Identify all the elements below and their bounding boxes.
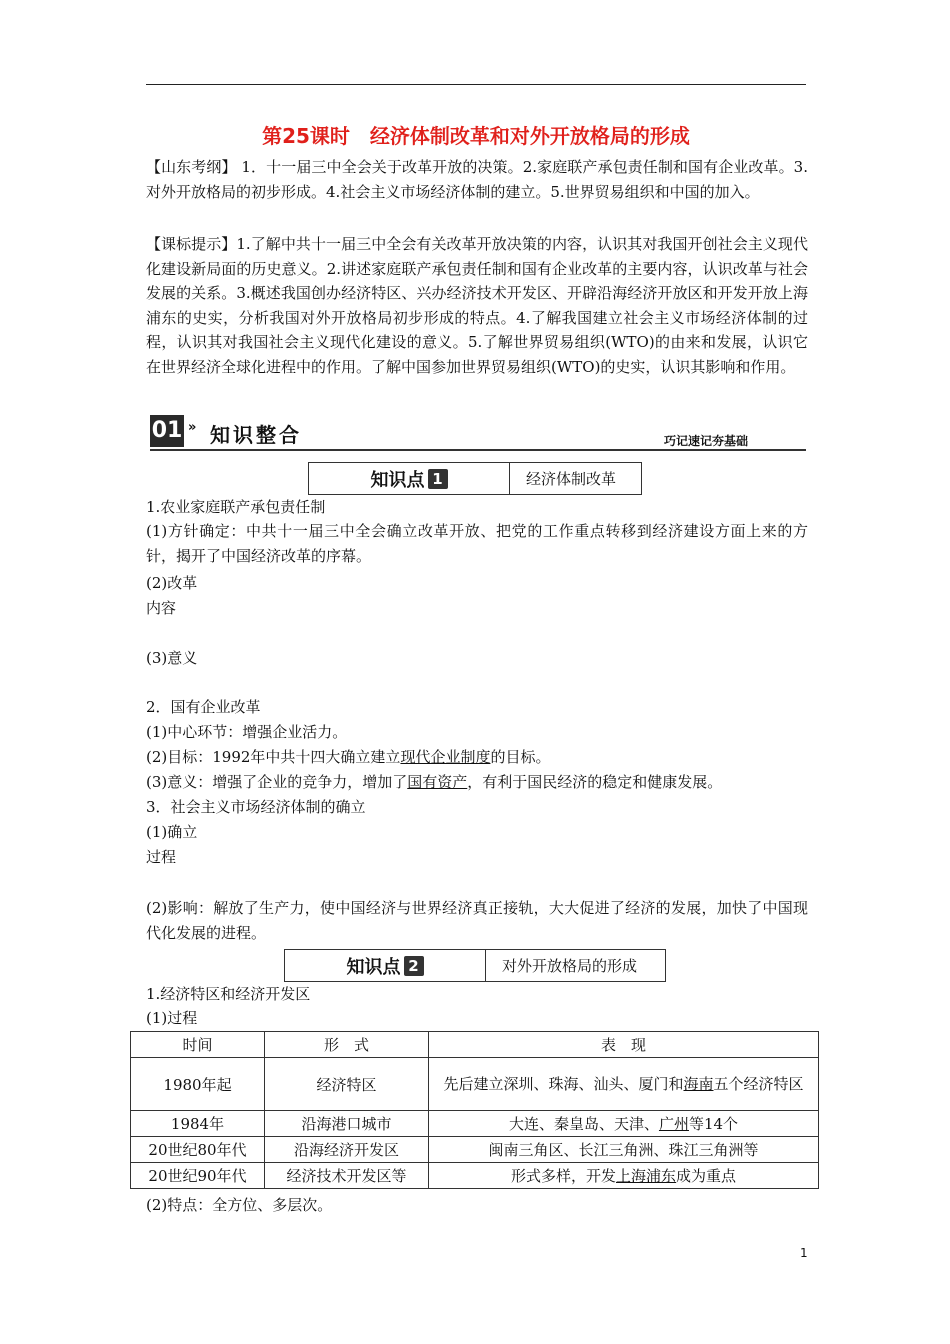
- page-number: 1: [800, 1246, 808, 1260]
- section-number: 01: [150, 415, 184, 447]
- soe-goal-underlined: 现代企业制度: [400, 748, 491, 766]
- kp1-topic: 经济体制改革: [526, 470, 617, 488]
- section-rule: [150, 449, 806, 451]
- page-title: 第25课时 经济体制改革和对外开放格局的形成: [262, 124, 690, 148]
- kp2-number-badge: 2: [404, 956, 424, 976]
- desc-text: 闽南三角区、长江三角洲、珠江三角洲等: [488, 1141, 759, 1159]
- table-header-row: [131, 1032, 819, 1058]
- kp1-policy-paragraph: (1)方针确定：中共十一届三中全会确立改革开放、把党的工作重点转移到经济建设方面上来的方针，揭开了中国经济改革的序幕。: [146, 522, 808, 565]
- desc-text: 大连、秦皇岛、天津、: [508, 1115, 659, 1133]
- kp2-label-cell: [285, 950, 486, 981]
- table-header: 时间: [131, 1032, 265, 1058]
- shandong-text: 1．十一届三中全会关于改革开放的决策。2.家庭联产承包责任制和国有企业改革。3.对外开放格局的初步形成。4.社会主义市场经济体制的建立。5.世界贸易组织和中国的加入。: [146, 158, 808, 201]
- soe-sig-underlined: 国有资产: [407, 773, 468, 791]
- kp1-market-process-label: 过程: [146, 848, 177, 866]
- soe-sig-text: (3)意义：增强了企业的竞争力，增加了: [146, 773, 408, 791]
- header-rule: [146, 84, 806, 85]
- desc-tail: 等14个: [688, 1115, 739, 1133]
- kp1-label-cell: [309, 463, 510, 494]
- soe-goal-tail: 的目标。: [490, 748, 551, 766]
- table-cell-form: 沿海经济开发区: [265, 1137, 429, 1163]
- kp2-topic: 对外开放格局的形成: [502, 957, 638, 975]
- kp1-number-badge: 1: [428, 469, 448, 489]
- table-header: 形 式: [265, 1032, 429, 1058]
- kp1-soe-center: (1)中心环节：增强企业活力。: [146, 723, 348, 741]
- table-cell-desc: [429, 1137, 819, 1163]
- section-subtitle: 巧记速记夯基础: [664, 434, 749, 448]
- table-cell-time: 20世纪90年代: [131, 1163, 265, 1189]
- table-cell-desc: [429, 1111, 819, 1137]
- soe-goal-text: (2)目标：1992年中共十四大确立建立: [146, 748, 401, 766]
- kp1-soe-significance: [146, 771, 722, 792]
- kebiao-hint: [146, 232, 808, 379]
- soe-sig-tail: ，有利于国民经济的稳定和健康发展。: [467, 773, 723, 791]
- table-row: [131, 1111, 819, 1137]
- table-cell-form: 经济技术开发区等: [265, 1163, 429, 1189]
- table-row: [131, 1137, 819, 1163]
- kp1-market-impact: (2)影响：解放了生产力，使中国经济与世界经济真正接轨，大大促进了经济的发展，加快了中国现代化发展的进程。: [146, 899, 808, 942]
- table-row: [131, 1058, 819, 1111]
- kebiao-text: 1.了解中共十一届三中全会有关改革开放决策的内容，认识其对我国开创社会主义现代化建设新局面的历史意义。2.讲述家庭联产承包责任制和国有企业改革的主要内容，认识改革与社会发展的关系。3.概述我国创办经济特区、兴办经济技术开发区、开辟沿海经济开放区和开发开放上海浦东的史实，分析我国对外开放格局初步形成的特点。4.了解我国建立社会主义市场经济体制的过程，认识其对我国社会主义现代化建设的意义。5.了解世界贸易组织(WTO)的由来和发展，认识它在世界经济全球化进程中的作用。了解中国参加世界贸易组织(WTO)的史实，认识其影响和作用。: [146, 235, 808, 376]
- kp1-reform-label: (2)改革: [146, 574, 198, 592]
- table-cell-form: 经济特区: [265, 1058, 429, 1111]
- section-arrow-icon: »: [188, 420, 197, 435]
- kp1-heading-1: 1.农业家庭联产承包责任制: [146, 498, 326, 516]
- kp1-significance-label: (3)意义: [146, 649, 198, 667]
- opening-up-table: [130, 1031, 819, 1189]
- kp1-reform-content-label: 内容: [146, 599, 177, 617]
- kp1-soe-goal: [146, 746, 550, 767]
- table-row: [131, 1163, 819, 1189]
- desc-underlined: 海南: [683, 1075, 714, 1093]
- kp2-features: (2)特点：全方位、多层次。: [146, 1196, 333, 1214]
- knowledge-point-2-box: [284, 949, 666, 982]
- kp1-market-establish-label: (1)确立: [146, 823, 198, 841]
- desc-tail: 成为重点: [676, 1167, 737, 1185]
- desc-underlined: 上海浦东: [615, 1167, 676, 1185]
- shandong-outline: [146, 155, 808, 204]
- section-title: 知识整合: [210, 423, 302, 447]
- table-cell-form: 沿海港口城市: [265, 1111, 429, 1137]
- table-header: 表 现: [429, 1032, 819, 1058]
- kebiao-label: 【课标提示】: [146, 235, 237, 253]
- desc-tail: 五个经济特区: [713, 1075, 804, 1093]
- table-cell-time: 20世纪80年代: [131, 1137, 265, 1163]
- shandong-label: 【山东考纲】: [146, 158, 237, 176]
- kp1-heading-2: 2．国有企业改革: [146, 698, 261, 716]
- knowledge-point-1-box: [308, 462, 642, 495]
- table-cell-desc: [429, 1058, 819, 1111]
- kp2-label: 知识点: [346, 956, 401, 978]
- desc-text: 形式多样，开发: [510, 1167, 616, 1185]
- kp2-process-label: (1)过程: [146, 1009, 198, 1027]
- table-cell-desc: [429, 1163, 819, 1189]
- desc-underlined: 广州: [658, 1115, 689, 1133]
- table-cell-time: 1980年起: [131, 1058, 265, 1111]
- table-cell-time: 1984年: [131, 1111, 265, 1137]
- kp1-heading-3: 3．社会主义市场经济体制的确立: [146, 798, 366, 816]
- kp1-label: 知识点: [370, 469, 425, 491]
- desc-text: 先后建立深圳、珠海、汕头、厦门和: [443, 1075, 684, 1093]
- kp2-heading-1: 1.经济特区和经济开发区: [146, 985, 311, 1003]
